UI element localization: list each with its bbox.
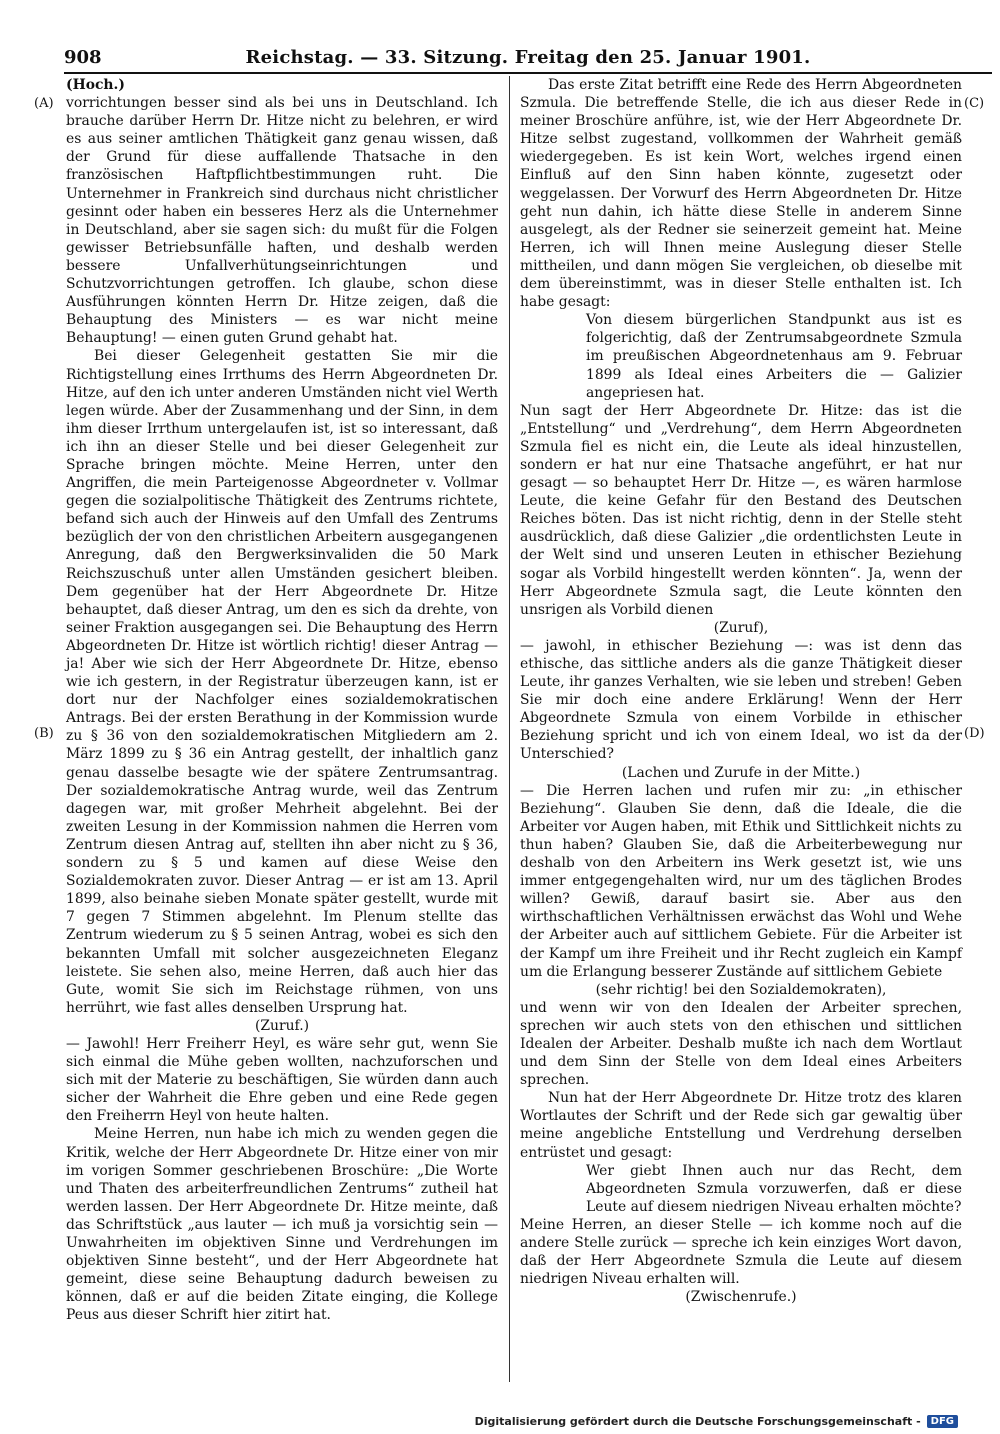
paragraph: Das erste Zitat betrifft eine Rede des Herrn Abgeordneten Szmula. Die betreffende Stelle, die ich aus dieser Rede in meiner Broschüre anführe, ist, wie der Herr Abgeordnete Dr. Hitze selbst zugestand, vollkommen der Wahrheit gemäß wiedergegeben. Es ist kein Wort, welches irgend einen Einfluß auf den Sinn haben könnte, zugesetzt oder weggelassen. Der Vorwurf des Herrn Abgeordneten Dr. Hitze geht nun dahin, ich hätte diese Stelle in anderem Sinne ausgelegt, als der Redner sie seinerzeit gemeint hat. Meine Herren, ich will Ihnen meine Auslegung dieser Stelle mittheilen, und dann mögen Sie vergleichen, ob dieselbe mit dem übereinstimmt, was in dieser Stelle enthalten ist. Ich habe gesagt: [520, 77, 962, 311]
page-header [64, 47, 992, 71]
margin-marker-b: (B) [34, 726, 54, 741]
paragraph: Meine Herren, nun habe ich mich zu wenden gegen die Kritik, welche der Herr Abgeordnete Dr. Hitze einer von mir im vorigen Sommer geschriebenen Broschüre: „Die Worte und Thaten des arbeiterfreundlichen Zentrums“ zutheil hat werden lassen. Der Herr Abgeordnete Dr. Hitze meinte, daß das Schriftstück „aus lauter — ich muß ja vorsichtig sein — Unwahrheiten im objektiven Sinne und Verdrehungen im objektiven Sinne besteht“, und der Herr Abgeordnete hat gemeint, diese seine Behauptung dadurch beweisen zu können, daß er auf die beiden Zitate einging, die Kollege Peus aus dieser Schrift hier zitirt hat. [66, 1126, 498, 1324]
interjection: (Lachen und Zurufe in der Mitte.) [621, 764, 861, 781]
quotation: Von diesem bürgerlichen Standpunkt aus ist es folgerichtig, daß der Zentrumsabgeordnete Szmula im preußischen Abgeordnetenhaus am 9. Februar 1899 als Ideal eines Arbeiters die — Galizier angepriesen hat. [586, 312, 962, 401]
left-column [66, 76, 498, 1324]
header-rule [64, 72, 992, 74]
margin-marker-c: (C) [964, 96, 985, 111]
credit-text: Digitalisierung gefördert durch die Deutsche Forschungsgemeinschaft - [474, 1415, 921, 1428]
paragraph: — jawohl, in ethischer Beziehung —: was ist denn das ethische, das sittliche anders als die ganze Thätigkeit dieser Leute, ihr ganzes Verhalten, wie sie leben und streben! Geben Sie mir doch eine andere Erklärung! Wenn der Herr Abgeordnete Szmula von einem Vorbilde in ethischer Beziehung spricht und ich von einem Ideal, wo ist da der Unterschied? [520, 637, 962, 763]
margin-marker-a: (A) [34, 96, 54, 111]
paragraph: Nun hat der Herr Abgeordnete Dr. Hitze trotz des klaren Wortlautes der Schrift und der Rede sich gar gewaltig über meine angebliche Entstellung und Verdrehung derselben entrüstet und gesagt: [520, 1090, 962, 1161]
speaker-label: (Hoch.) [66, 77, 125, 93]
margin-marker-d: (D) [964, 726, 985, 741]
interjection: (Zuruf), [713, 619, 769, 636]
paragraph: Nun sagt der Herr Abgeordnete Dr. Hitze: das ist die „Entstellung“ und „Verdrehung“, dem Herrn Abgeordneten Szmula fiel es nicht ein, die Leute als ideal hinzustellen, sondern er hat nur eine Thatsache angeführt, er hat nur gesagt — so behauptet Herr Dr. Hitze —, es wären harmlose Leute, die keine Gefahr für den Bestand des Deutschen Reiches böten. Das ist nicht richtig, denn in der Stelle steht ausdrücklich, daß diese Galizier „die ordentlichsten Leute in der Welt sind und unseren Leuten in ethischer Beziehung sogar als Vorbild hingestellt werden könnten“. Ja, wenn der Herr Abgeordnete Szmula sagt, die Leute könnten den unsrigen als Vorbild dienen [520, 402, 962, 618]
interjection: (Zwischenrufe.) [685, 1289, 797, 1306]
digitization-credit [475, 1415, 958, 1428]
paragraph: vorrichtungen besser sind als bei uns in Deutschland. Ich brauche darüber Herrn Dr. Hitze nicht zu belehren, er wird es aus seiner amtlichen Thätigkeit ganz genau wissen, daß der Grund für diese auffallende Thatsache in den französischen Haftpflichtbestimmungen ruht. Die Unternehmer in Frankreich sind durchaus nicht christlicher gesinnt oder haben ein besseres Herz als die Unternehmer in Deutschland, aber sie sagen sich: du mußt für die Folgen gewisser Betriebsunfälle haften, und deshalb werden bessere Unfallverhütungseinrichtungen und Schutzvorrichtungen getroffen. Ich glaube, schon diese Ausführungen könnten Herrn Dr. Hitze zeigen, daß die Behauptung des Ministers — es war nicht meine Behauptung! — einen guten Grund gehabt hat. [66, 95, 498, 347]
running-title: Reichstag. — 33. Sitzung. Freitag den 25. Januar 1901. [245, 47, 811, 68]
column-divider [509, 76, 510, 1382]
interjection: (sehr richtig! bei den Sozialdemokraten), [595, 981, 887, 998]
paragraph: — Die Herren lachen und rufen mir zu: „in ethischer Beziehung“. Glauben Sie denn, daß die Ideale, die die Arbeiter vor Augen haben, mit Ethik und Sittlichkeit nichts zu thun haben? Glauben Sie, daß die Arbeiterbewegung nur deshalb von den Arbeitern ins Werk gesetzt ist, wie uns immer entgegengehalten wird, nur um des täglichen Brodes willen? Gewiß, darauf basirt sie. Aber aus den wirthschaftlichen Verhältnissen erwächst das Wohl und Wehe der Arbeiter auch auf sittlichem Gebiete. Für die Arbeiter ist der Kampf um ihre Freiheit und ihr Recht zugleich ein Kampf um die Erlangung besserer Zustände auf sittlichem Gebiete [520, 782, 962, 980]
paragraph: — Jawohl! Herr Freiherr Heyl, es wäre sehr gut, wenn Sie sich einmal die Mühe geben wollten, nachzuforschen und sich mit der Materie zu beschäftigen, Sie würden dann auch sicher der Wahrheit die Ehre geben und eine Rede gegen den Freiherrn Heyl von heute halten. [66, 1035, 498, 1125]
right-column [520, 76, 962, 1306]
paragraph: Bei dieser Gelegenheit gestatten Sie mir die Richtigstellung eines Irrthums des Herrn Abgeordneten Dr. Hitze, auf den ich unter anderen Umständen nicht viel Werth legen würde. Aber der Zusammenhang und der Sinn, in dem ihm dieser Irrthum untergelaufen ist, ist so interessant, daß ich ihn an dieser Stelle und bei dieser Gelegenheit zur Sprache bringen möchte. Meine Herren, unter den Angriffen, die mein Parteigenosse Abgeordneter v. Vollmar gegen die sozialpolitische Thätigkeit des Zentrums richtete, befand sich auch der Hinweis auf den Umfall des Zentrums bezüglich der von den christlichen Arbeitern ausgegangenen Anregung, daß den Bergwerksinvaliden die 50 Mark Reichszuschuß unter allen Umständen gesichert bleiben. Dem gegenüber hat der Herr Abgeordnete Dr. Hitze behauptet, daß dieser Antrag, um den es sich da drehte, von seiner Fraktion ausgegangen sei. Die Behauptung des Herrn Abgeordneten Dr. Hitze ist wörtlich richtig! dieser Antrag — ja! Aber wie sich der Herr Abgeordnete Dr. Hitze, ebenso wie ich gestern, in der Registratur überzeugen kann, ist er dort nur der Nachfolger eines sozialdemokratischen Antrags. Bei der ersten Berathung in der Kommission wurde zu § 36 von den sozialdemokratischen Mitgliedern am 2. März 1899 zu § 36 ein Antrag gestellt, der inhaltlich ganz genau dasselbe besagte wie der spätere Zentrumsantrag. Der sozialdemokratische Antrag wurde, weil das Zentrum dagegen war, mit großer Mehrheit abgelehnt. Bei der zweiten Lesung in der Kommission nahmen die Herren vom Zentrum diesen Antrag auf, stellten ihn aber nicht zu § 36, sondern zu § 5 und kamen auf diese Weise den Sozialdemokraten zuvor. Dieser Antrag — er ist am 13. April 1899, also beinahe sieben Monate später gestellt, wurde mit 7 gegen 7 Stimmen abgelehnt. Im Plenum stellte das Zentrum wiederum zu § 5 seinen Antrag, wobei es sich den bekannten Umfall mit solcher ausgezeichneten Eleganz leistete. Sie sehen also, meine Herren, daß auch hier das Gute, womit Sie sich im Reichstage rühmen, von uns herrührt, wie fast alles denselben Ursprung hat. [66, 348, 498, 1016]
dfg-logo: DFG [927, 1415, 958, 1428]
quotation: Wer giebt Ihnen auch nur das Recht, dem Abgeordneten Szmula vorzuwerfen, daß er diese Leute auf diesem niedrigen Niveau erhalten möchte? [586, 1162, 962, 1215]
paragraph: Meine Herren, an dieser Stelle — ich komme noch auf die andere Stelle zurück — spreche ich kein einziges Wort davon, daß der Herr Abgeordnete Szmula die Leute auf diesem niedrigen Niveau erhalten will. [520, 1216, 962, 1288]
paragraph: und wenn wir von den Idealen der Arbeiter sprechen, sprechen wir auch stets von den ethischen und sittlichen Idealen der Arbeiter. Deshalb mußte ich nach dem Wortlaut und dem Sinn der Stelle von dem Ideal eines Arbeiters sprechen. [520, 999, 962, 1089]
interjection: (Zuruf.) [254, 1017, 310, 1034]
page-number: 908 [64, 47, 102, 68]
